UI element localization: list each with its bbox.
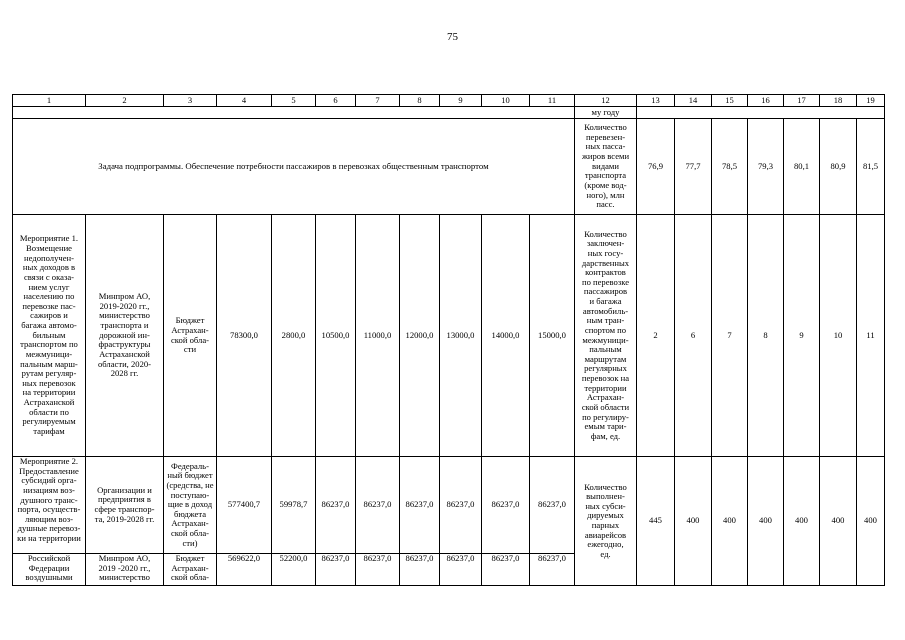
amount-cell: 569622,0 — [217, 554, 272, 586]
indicator-value: 7 — [712, 215, 748, 457]
header-cell: 11 — [530, 95, 575, 107]
carry-over-row — [13, 107, 885, 119]
page-number: 75 — [447, 31, 458, 43]
indicator-value: 400 — [712, 457, 748, 586]
measure-name-continued: Российской Федерации воздушными — [13, 554, 86, 586]
amount-cell: 86237,0 — [440, 457, 482, 554]
indicator-value: 80,9 — [820, 119, 857, 215]
header-row — [13, 95, 885, 107]
amount-cell: 59978,7 — [272, 457, 316, 554]
amount-cell: 86237,0 — [530, 457, 575, 554]
task-title: Задача подпрограммы. Обеспечение потребности пассажиров в перевозках общественным транспортом — [13, 119, 575, 215]
indicator-value: 400 — [820, 457, 857, 586]
amount-cell: 78300,0 — [217, 215, 272, 457]
indicator-value: 80,1 — [784, 119, 820, 215]
indicator-value: 8 — [748, 215, 784, 457]
measure-name: Мероприятие 2. Предоставление субсидий орга- низациям воз- душного транс- порта, осуществ- ляющим воз- душные перевоз- ки на территории — [13, 457, 86, 554]
header-cell: 10 — [482, 95, 530, 107]
header-cell: 6 — [316, 95, 356, 107]
task-row — [13, 119, 885, 215]
indicator-value: 10 — [820, 215, 857, 457]
header-cell: 9 — [440, 95, 482, 107]
measure-executor: Минпром АО, 2019 -2020 гг., министерство — [86, 554, 164, 586]
amount-cell: 86237,0 — [400, 457, 440, 554]
header-cell: 14 — [675, 95, 712, 107]
header-cell: 8 — [400, 95, 440, 107]
header-cell: 7 — [356, 95, 400, 107]
header-cell: 1 — [13, 95, 86, 107]
header-cell: 5 — [272, 95, 316, 107]
measure-funding-source: Федераль- ный бюджет (средства, не поступаю- щие в доход бюджета Астрахан- ской обла- сти) — [164, 457, 217, 554]
measure-funding-source: Бюджет Астрахан- ской обла- сти — [164, 215, 217, 457]
amount-cell: 86237,0 — [356, 457, 400, 554]
measure-name: Мероприятие 1. Возмещение недополучен- ных доходов в связи с оказа- нием услуг населению по перевозке пас- сажиров и багажа автомо- бильным транспортом по межмуници- пальным марш- рутам регуляр- ных перевозок на территории Астраханской области по регулируемым тарифам — [13, 215, 86, 457]
indicator-value: 2 — [637, 215, 675, 457]
header-cell: 12 — [575, 95, 637, 107]
indicator-value: 400 — [675, 457, 712, 586]
amount-cell: 14000,0 — [482, 215, 530, 457]
header-cell: 4 — [217, 95, 272, 107]
amount-cell: 86237,0 — [316, 554, 356, 586]
amount-cell: 52200,0 — [272, 554, 316, 586]
indicator-value: 78,5 — [712, 119, 748, 215]
carry-over-empty — [13, 107, 575, 119]
indicator-value: 76,9 — [637, 119, 675, 215]
measure-1-row — [13, 215, 885, 457]
header-cell: 18 — [820, 95, 857, 107]
amount-cell: 86237,0 — [316, 457, 356, 554]
measure-indicator: Количество выполнен- ных субси- дируемых парных авиарейсов ежегодно, ед. — [575, 457, 637, 586]
carry-over-empty — [637, 107, 885, 119]
measure-funding-source: Бюджет Астрахан- ской обла- — [164, 554, 217, 586]
amount-cell: 86237,0 — [440, 554, 482, 586]
amount-cell: 86237,0 — [400, 554, 440, 586]
indicator-value: 77,7 — [675, 119, 712, 215]
measure-indicator: Количество заключен- ных госу- дарственных контрактов по перевозке пассажиров и багажа автомобиль- ным тран- спортом по межмуници- пальным маршрутам регулярных перевозок на территории Астрахан- ской области по регулиру- емым тари- фам, ед. — [575, 215, 637, 457]
indicator-value: 9 — [784, 215, 820, 457]
amount-cell: 86237,0 — [482, 554, 530, 586]
header-cell: 2 — [86, 95, 164, 107]
indicator-value: 6 — [675, 215, 712, 457]
header-cell: 19 — [857, 95, 885, 107]
program-table — [12, 94, 885, 586]
indicator-value: 11 — [857, 215, 885, 457]
indicator-value: 79,3 — [748, 119, 784, 215]
header-cell: 15 — [712, 95, 748, 107]
carry-over-text: му году — [575, 107, 637, 119]
amount-cell: 577400,7 — [217, 457, 272, 554]
amount-cell: 11000,0 — [356, 215, 400, 457]
indicator-value: 400 — [748, 457, 784, 586]
measure-executor: Минпром АО, 2019-2020 гг., министерство транспорта и дорожной ин- фраструктуры Астраханской области, 2020- 2028 гг. — [86, 215, 164, 457]
indicator-value: 81,5 — [857, 119, 885, 215]
header-cell: 16 — [748, 95, 784, 107]
header-cell: 3 — [164, 95, 217, 107]
amount-cell: 86237,0 — [482, 457, 530, 554]
measure-executor: Организации и предприятия в сфере транспор- та, 2019-2028 гг. — [86, 457, 164, 554]
header-cell: 13 — [637, 95, 675, 107]
header-cell: 17 — [784, 95, 820, 107]
amount-cell: 10500,0 — [316, 215, 356, 457]
measure-2-row — [13, 457, 885, 554]
indicator-value: 445 — [637, 457, 675, 586]
amount-cell: 15000,0 — [530, 215, 575, 457]
amount-cell: 13000,0 — [440, 215, 482, 457]
amount-cell: 2800,0 — [272, 215, 316, 457]
indicator-value: 400 — [784, 457, 820, 586]
task-indicator: Количество перевезен- ных пасса- жиров всеми видами транспорта (кроме вод- ного), млн пасс. — [575, 119, 637, 215]
indicator-value: 400 — [857, 457, 885, 586]
amount-cell: 86237,0 — [356, 554, 400, 586]
amount-cell: 12000,0 — [400, 215, 440, 457]
amount-cell: 86237,0 — [530, 554, 575, 586]
